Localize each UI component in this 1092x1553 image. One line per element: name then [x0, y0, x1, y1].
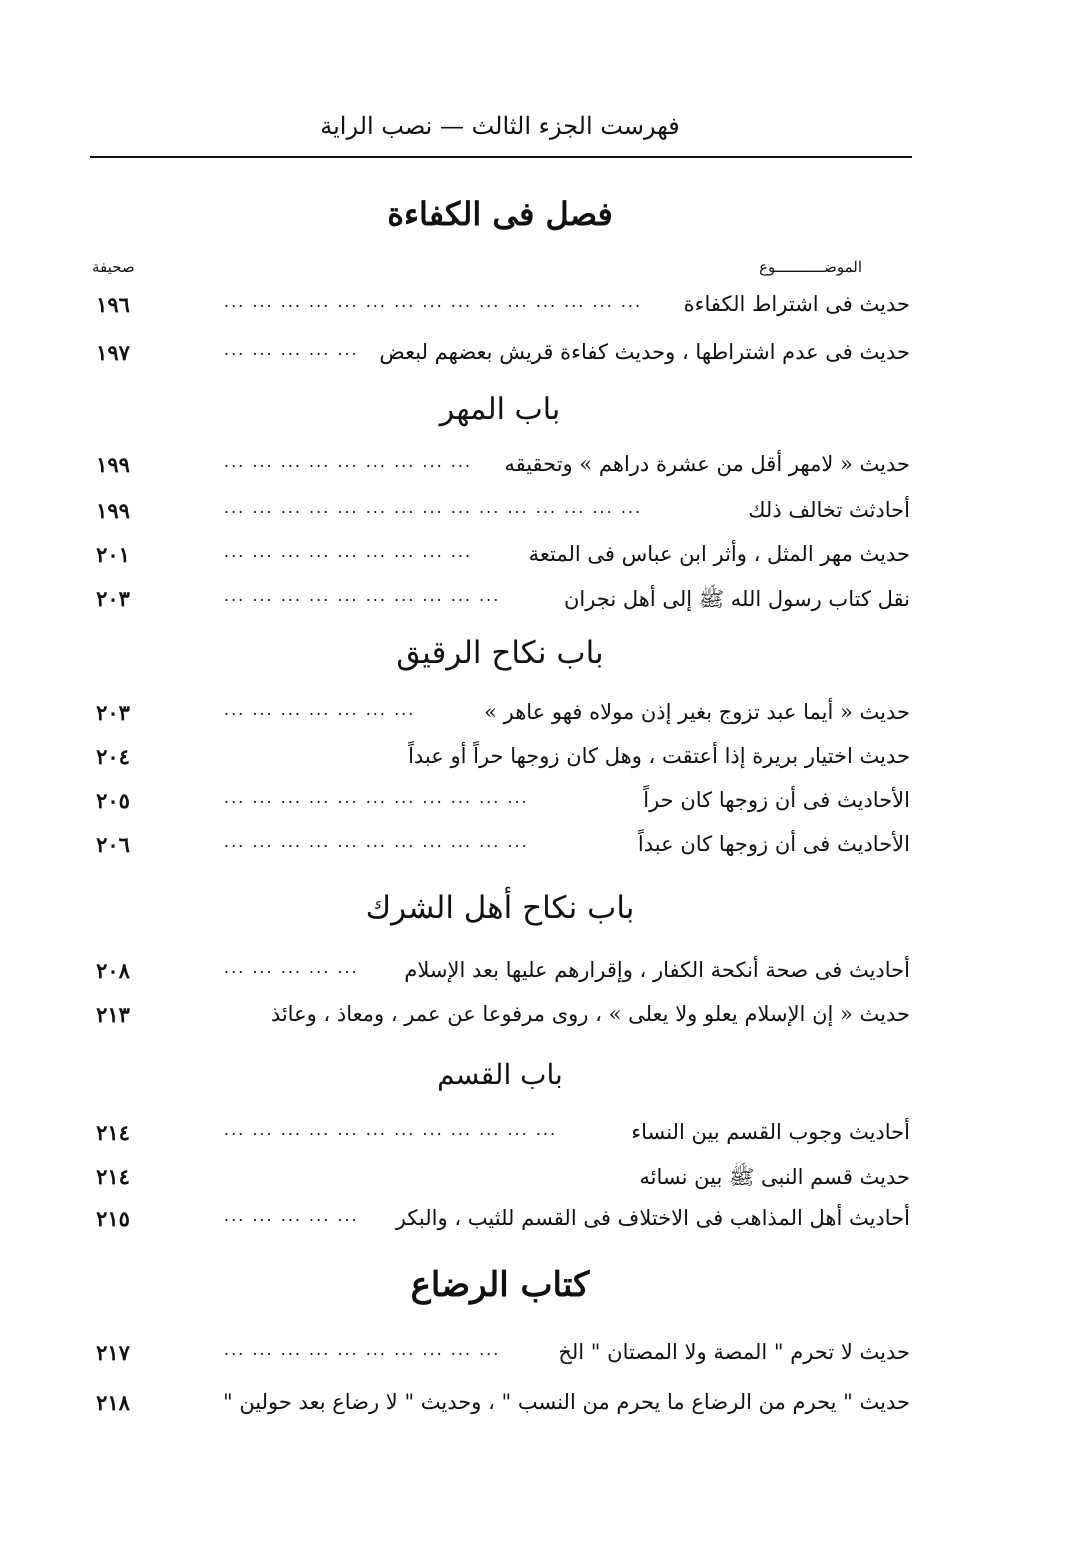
index-entry — [90, 340, 910, 374]
leader-dots: ... ... ... ... ... ... ... ... ... — [224, 452, 473, 471]
topic-column-heading: الموضـــــــــــوع — [759, 258, 862, 276]
page-number: ٢٠٦ — [96, 832, 130, 857]
index-entry — [90, 1164, 910, 1198]
page-column-heading: صحيفة — [92, 258, 135, 276]
leader-dots: ... ... ... ... ... ... ... ... ... ... — [224, 1340, 501, 1359]
header-rule — [90, 156, 912, 158]
index-entry — [90, 542, 910, 576]
section-title: فصل فى الكفاءة — [387, 195, 613, 233]
index-entry — [90, 1340, 910, 1374]
leader-dots: ... ... ... ... ... ... ... ... ... — [224, 542, 473, 561]
index-entry — [90, 788, 910, 822]
leader-dots: ... ... ... ... ... ... ... — [224, 700, 416, 719]
section-title: باب المهر — [439, 392, 561, 427]
index-entry — [90, 744, 910, 778]
leader-dots: ... ... ... ... ... — [224, 1206, 359, 1225]
index-entry — [90, 700, 910, 734]
entry-title: حديث قسم النبى ﷺ بين نسائه — [639, 1165, 910, 1189]
index-entry — [90, 1206, 910, 1240]
entry-title: حديث مهر المثل ، وأثر ابن عباس فى المتعة — [528, 542, 910, 566]
leader-dots: ... ... ... ... ... — [224, 958, 359, 977]
entry-title: حديث " يحرم من الرضاع ما يحرم من النسب " ، وحديث " لا رضاع بعد حولين " — [222, 1390, 910, 1414]
running-title: فهرست الجزء الثالث — نصب الراية — [320, 112, 680, 140]
entry-title: حديث « إن الإسلام يعلو ولا يعلى » ، روى مرفوعا عن عمر ، ومعاذ ، وعائذ — [270, 1002, 910, 1026]
page-number: ١٩٧ — [96, 340, 130, 365]
section-title: باب نكاح الرقيق — [396, 635, 604, 671]
index-entry — [90, 586, 910, 620]
leader-dots: ... ... ... ... ... ... ... ... ... ... ... — [224, 788, 529, 807]
entry-title: أحاديث فى صحة أنكحة الكفار ، وإقرارهم عليها بعد الإسلام — [404, 958, 910, 982]
entry-title: نقل كتاب رسول الله ﷺ إلى أهل نجران — [563, 587, 910, 611]
index-entry — [90, 1120, 910, 1154]
page-number: ٢٠٣ — [96, 586, 130, 611]
entry-title: حديث فى عدم اشتراطها ، وحديث كفاءة قريش بعضهم لبعض — [379, 340, 910, 364]
page-number: ٢١٥ — [96, 1206, 130, 1231]
leader-dots: ... ... ... ... ... ... ... ... ... ... ... — [224, 832, 529, 851]
page-number: ١٩٦ — [96, 292, 130, 317]
page-number: ٢٠٣ — [96, 700, 130, 725]
leader-dots: ... ... ... ... ... ... ... ... ... ... ... ... ... ... ... — [224, 292, 643, 311]
entry-title: أحاديث وجوب القسم بين النساء — [631, 1120, 910, 1144]
page-number: ١٩٩ — [96, 498, 130, 523]
index-entry — [90, 1002, 910, 1036]
entry-title: حديث لا تحرم " المصة ولا المصتان " الخ — [558, 1340, 910, 1364]
leader-dots: ... ... ... ... ... ... ... ... ... ... ... ... — [224, 1120, 558, 1139]
page-number: ٢١٣ — [96, 1002, 130, 1027]
index-entry — [90, 498, 910, 532]
index-entry — [90, 958, 910, 992]
leader-dots: ... ... ... ... ... ... ... ... ... ... ... ... ... ... ... — [224, 498, 643, 517]
page-number: ٢١٤ — [96, 1120, 130, 1145]
leader-dots: ... ... ... ... ... ... ... ... ... ... — [224, 586, 501, 605]
index-entry — [90, 292, 910, 326]
leader-dots: ... ... ... ... ... — [224, 340, 359, 359]
index-entry — [90, 832, 910, 866]
page-number: ٢٠١ — [96, 542, 130, 567]
page-number: ٢٠٨ — [96, 958, 130, 983]
entry-title: حديث اختيار بريرة إذا أعتقت ، وهل كان زوجها حراً أو عبداً — [408, 744, 910, 768]
page-number: ٢١٤ — [96, 1164, 130, 1189]
page-number: ٢٠٤ — [96, 744, 130, 769]
section-title: باب القسم — [437, 1058, 563, 1091]
entry-title: حديث فى اشتراط الكفاءة — [683, 292, 910, 316]
index-entry — [90, 1390, 910, 1424]
entry-title: الأحاديث فى أن زوجها كان حراً — [643, 788, 910, 812]
index-entry — [90, 452, 910, 486]
section-title: كتاب الرضاع — [410, 1265, 590, 1305]
entry-title: أحادثث تخالف ذلك — [748, 498, 910, 522]
entry-title: حديث « لامهر أقل من عشرة دراهم » وتحقيقه — [504, 452, 910, 476]
page-number: ١٩٩ — [96, 452, 130, 477]
section-title: باب نكاح أهل الشرك — [365, 890, 635, 926]
page-number: ٢١٧ — [96, 1340, 130, 1365]
page-number: ٢١٨ — [96, 1390, 130, 1415]
entry-title: حديث « أيما عبد تزوج بغير إذن مولاه فهو عاهر » — [484, 700, 910, 724]
entry-title: الأحاديث فى أن زوجها كان عبداً — [637, 832, 910, 856]
page-number: ٢٠٥ — [96, 788, 130, 813]
entry-title: أحاديث أهل المذاهب فى الاختلاف فى القسم للثيب ، والبكر — [395, 1206, 910, 1230]
